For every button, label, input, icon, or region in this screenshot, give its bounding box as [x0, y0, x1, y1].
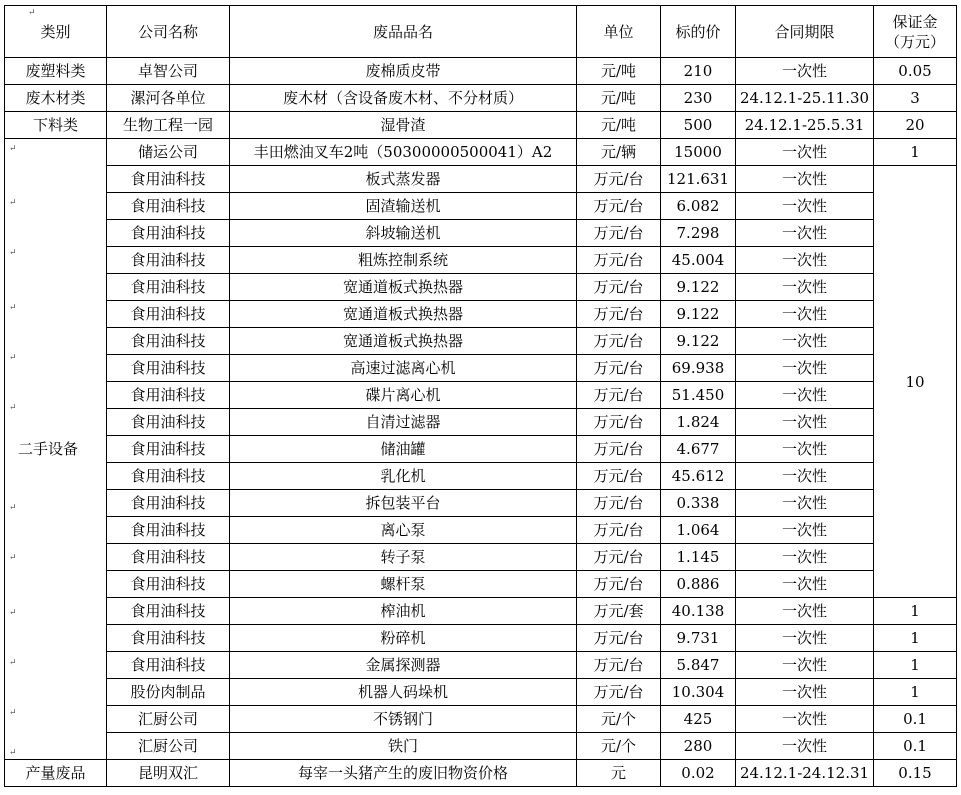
cell-unit: 万元/台	[577, 220, 661, 247]
cell-company: 食用油科技	[107, 463, 230, 490]
cell-price: 9.122	[661, 328, 736, 355]
cell-term: 一次性	[736, 220, 874, 247]
cell-category: 下料类	[5, 112, 107, 139]
cell-deposit: 0.15	[874, 760, 957, 787]
paragraph-mark: ↵	[9, 708, 17, 718]
cell-unit: 元	[577, 760, 661, 787]
cell-term: 一次性	[736, 139, 874, 166]
cell-deposit: 0.1	[874, 706, 957, 733]
table-row	[5, 247, 957, 274]
cell-price: 9.122	[661, 301, 736, 328]
cell-unit: 万元/台	[577, 301, 661, 328]
cell-unit: 万元/台	[577, 625, 661, 652]
cell-term: 24.12.1-25.5.31	[736, 112, 874, 139]
cell-deposit: 1	[874, 652, 957, 679]
table-row	[5, 301, 957, 328]
cell-item: 固渣输送机	[230, 193, 577, 220]
table-row	[5, 436, 957, 463]
cell-item: 高速过滤离心机	[230, 355, 577, 382]
table-row	[5, 598, 957, 625]
cell-price: 6.082	[661, 193, 736, 220]
cell-item: 碟片离心机	[230, 382, 577, 409]
cell-unit: 元/吨	[577, 58, 661, 85]
cell-term: 一次性	[736, 355, 874, 382]
header-deposit: 保证金 （万元）	[874, 6, 957, 58]
cell-unit: 元/个	[577, 706, 661, 733]
cell-item: 粉碎机	[230, 625, 577, 652]
cell-item: 铁门	[230, 733, 577, 760]
cell-price: 9.122	[661, 274, 736, 301]
cell-company: 食用油科技	[107, 571, 230, 598]
cell-price: 121.631	[661, 166, 736, 193]
cell-term: 一次性	[736, 733, 874, 760]
cell-item: 废棉质皮带	[230, 58, 577, 85]
cell-category-merged	[5, 139, 107, 760]
paragraph-mark: ↵	[9, 198, 17, 208]
cell-company: 汇厨公司	[107, 706, 230, 733]
cell-unit: 万元/台	[577, 490, 661, 517]
cell-term: 一次性	[736, 274, 874, 301]
cell-price: 425	[661, 706, 736, 733]
table-row	[5, 544, 957, 571]
cell-company: 食用油科技	[107, 193, 230, 220]
paragraph-mark: ↵	[9, 353, 17, 363]
header-price: 标的价	[661, 6, 736, 58]
cell-unit: 万元/台	[577, 193, 661, 220]
scrap-price-table	[4, 5, 957, 787]
cell-price: 210	[661, 58, 736, 85]
table-row	[5, 517, 957, 544]
cell-category: 废木材类	[5, 85, 107, 112]
cell-company: 食用油科技	[107, 355, 230, 382]
cell-term: 一次性	[736, 679, 874, 706]
cell-company: 储运公司	[107, 139, 230, 166]
cell-company: 昆明双汇	[107, 760, 230, 787]
cell-term: 一次性	[736, 517, 874, 544]
cell-item: 板式蒸发器	[230, 166, 577, 193]
paragraph-mark: ↵	[9, 303, 17, 313]
header-item: 废品品名	[230, 6, 577, 58]
cell-price: 1.824	[661, 409, 736, 436]
cell-term: 一次性	[736, 328, 874, 355]
cell-unit: 万元/台	[577, 517, 661, 544]
cell-company: 食用油科技	[107, 598, 230, 625]
table-row	[5, 760, 957, 787]
paragraph-mark: ↵	[9, 403, 17, 413]
cell-price: 500	[661, 112, 736, 139]
cell-term: 一次性	[736, 544, 874, 571]
cell-item: 宽通道板式换热器	[230, 301, 577, 328]
cell-term: 一次性	[736, 166, 874, 193]
cell-unit: 万元/台	[577, 436, 661, 463]
cell-company: 食用油科技	[107, 652, 230, 679]
cell-price: 45.612	[661, 463, 736, 490]
cell-price: 0.02	[661, 760, 736, 787]
cell-category: 废塑料类	[5, 58, 107, 85]
cell-item: 螺杆泵	[230, 571, 577, 598]
cell-item: 榨油机	[230, 598, 577, 625]
table-row	[5, 166, 957, 193]
table-row	[5, 355, 957, 382]
cell-company: 股份肉制品	[107, 679, 230, 706]
cell-item: 粗炼控制系统	[230, 247, 577, 274]
cell-term: 一次性	[736, 598, 874, 625]
cell-company: 卓智公司	[107, 58, 230, 85]
table-row	[5, 490, 957, 517]
cell-deposit: 20	[874, 112, 957, 139]
cell-price: 69.938	[661, 355, 736, 382]
cell-term: 一次性	[736, 382, 874, 409]
cell-price: 9.731	[661, 625, 736, 652]
cell-deposit: 1	[874, 625, 957, 652]
paragraph-mark: ↵	[9, 248, 17, 258]
table-row	[5, 112, 957, 139]
cell-term: 一次性	[736, 193, 874, 220]
cell-deposit: 1	[874, 139, 957, 166]
table-header-row	[5, 6, 957, 58]
cell-company: 食用油科技	[107, 490, 230, 517]
cell-unit: 万元/台	[577, 166, 661, 193]
table-row	[5, 58, 957, 85]
cell-company: 食用油科技	[107, 301, 230, 328]
table-row	[5, 382, 957, 409]
cell-company: 食用油科技	[107, 544, 230, 571]
paragraph-mark: ↵	[9, 658, 17, 668]
paragraph-mark: ↵	[9, 608, 17, 618]
cell-price: 40.138	[661, 598, 736, 625]
category-label: 二手设备	[18, 440, 79, 458]
paragraph-mark: ↵	[28, 8, 36, 18]
cell-item: 储油罐	[230, 436, 577, 463]
cell-item: 废木材（含设备废木材、不分材质）	[230, 85, 577, 112]
cell-unit: 万元/台	[577, 382, 661, 409]
cell-deposit: 3	[874, 85, 957, 112]
cell-unit: 万元/台	[577, 679, 661, 706]
cell-company: 漯河各单位	[107, 85, 230, 112]
cell-term: 一次性	[736, 706, 874, 733]
table-row	[5, 679, 957, 706]
table-row	[5, 706, 957, 733]
cell-deposit-merged: 10	[874, 166, 957, 598]
table-row	[5, 733, 957, 760]
table-row	[5, 274, 957, 301]
cell-item: 斜坡输送机	[230, 220, 577, 247]
cell-category: 产量废品	[5, 760, 107, 787]
cell-deposit: 0.05	[874, 58, 957, 85]
cell-item: 宽通道板式换热器	[230, 274, 577, 301]
cell-item: 自清过滤器	[230, 409, 577, 436]
cell-term: 一次性	[736, 571, 874, 598]
cell-term: 24.12.1-24.12.31	[736, 760, 874, 787]
table-row	[5, 463, 957, 490]
cell-deposit: 1	[874, 679, 957, 706]
cell-price: 1.145	[661, 544, 736, 571]
header-company: 公司名称	[107, 6, 230, 58]
paragraph-mark: ↵	[9, 144, 17, 154]
header-category: ↵ 类别	[5, 6, 107, 58]
cell-company: 食用油科技	[107, 436, 230, 463]
cell-price: 230	[661, 85, 736, 112]
cell-unit: 万元/台	[577, 247, 661, 274]
cell-unit: 万元/台	[577, 544, 661, 571]
cell-price: 7.298	[661, 220, 736, 247]
cell-price: 4.677	[661, 436, 736, 463]
cell-unit: 元/辆	[577, 139, 661, 166]
cell-term: 一次性	[736, 409, 874, 436]
cell-unit: 万元/台	[577, 652, 661, 679]
cell-company: 食用油科技	[107, 409, 230, 436]
cell-item: 不锈钢门	[230, 706, 577, 733]
cell-price: 0.338	[661, 490, 736, 517]
cell-term: 一次性	[736, 58, 874, 85]
cell-term: 24.12.1-25.11.30	[736, 85, 874, 112]
table-row	[5, 652, 957, 679]
paragraph-mark: ↵	[9, 503, 17, 513]
cell-price: 45.004	[661, 247, 736, 274]
cell-unit: 万元/套	[577, 598, 661, 625]
cell-unit: 元/吨	[577, 112, 661, 139]
cell-unit: 万元/台	[577, 274, 661, 301]
cell-item: 每宰一头猪产生的废旧物资价格	[230, 760, 577, 787]
cell-item: 湿骨渣	[230, 112, 577, 139]
table-row	[5, 328, 957, 355]
cell-company: 食用油科技	[107, 625, 230, 652]
cell-item: 转子泵	[230, 544, 577, 571]
cell-price: 0.886	[661, 571, 736, 598]
cell-item: 拆包装平台	[230, 490, 577, 517]
cell-item: 机器人码垛机	[230, 679, 577, 706]
table-row	[5, 625, 957, 652]
table-row	[5, 85, 957, 112]
cell-term: 一次性	[736, 436, 874, 463]
cell-item: 宽通道板式换热器	[230, 328, 577, 355]
cell-unit: 万元/台	[577, 463, 661, 490]
cell-term: 一次性	[736, 463, 874, 490]
header-unit: 单位	[577, 6, 661, 58]
cell-company: 食用油科技	[107, 247, 230, 274]
cell-company: 食用油科技	[107, 274, 230, 301]
table-row	[5, 193, 957, 220]
cell-term: 一次性	[736, 247, 874, 274]
cell-unit: 万元/台	[577, 571, 661, 598]
cell-item: 金属探测器	[230, 652, 577, 679]
cell-item: 丰田燃油叉车2吨（50300000500041）A2	[230, 139, 577, 166]
cell-term: 一次性	[736, 301, 874, 328]
cell-item: 离心泵	[230, 517, 577, 544]
paragraph-mark: ↵	[9, 748, 17, 758]
cell-company: 生物工程一园	[107, 112, 230, 139]
cell-price: 10.304	[661, 679, 736, 706]
header-term: 合同期限	[736, 6, 874, 58]
cell-unit: 万元/台	[577, 328, 661, 355]
cell-company: 食用油科技	[107, 517, 230, 544]
cell-company: 食用油科技	[107, 220, 230, 247]
cell-unit: 元/吨	[577, 85, 661, 112]
cell-unit: 万元/台	[577, 355, 661, 382]
cell-price: 1.064	[661, 517, 736, 544]
cell-item: 乳化机	[230, 463, 577, 490]
cell-price: 280	[661, 733, 736, 760]
cell-deposit: 1	[874, 598, 957, 625]
cell-deposit: 0.1	[874, 733, 957, 760]
cell-unit: 元/个	[577, 733, 661, 760]
table-row	[5, 571, 957, 598]
cell-unit: 万元/台	[577, 409, 661, 436]
table-row	[5, 409, 957, 436]
cell-company: 食用油科技	[107, 328, 230, 355]
cell-term: 一次性	[736, 652, 874, 679]
paragraph-mark: ↵	[9, 553, 17, 563]
table-row	[5, 139, 957, 166]
cell-term: 一次性	[736, 490, 874, 517]
cell-company: 汇厨公司	[107, 733, 230, 760]
table-row	[5, 220, 957, 247]
cell-term: 一次性	[736, 625, 874, 652]
cell-company: 食用油科技	[107, 382, 230, 409]
cell-price: 5.847	[661, 652, 736, 679]
cell-price: 51.450	[661, 382, 736, 409]
cell-company: 食用油科技	[107, 166, 230, 193]
cell-price: 15000	[661, 139, 736, 166]
